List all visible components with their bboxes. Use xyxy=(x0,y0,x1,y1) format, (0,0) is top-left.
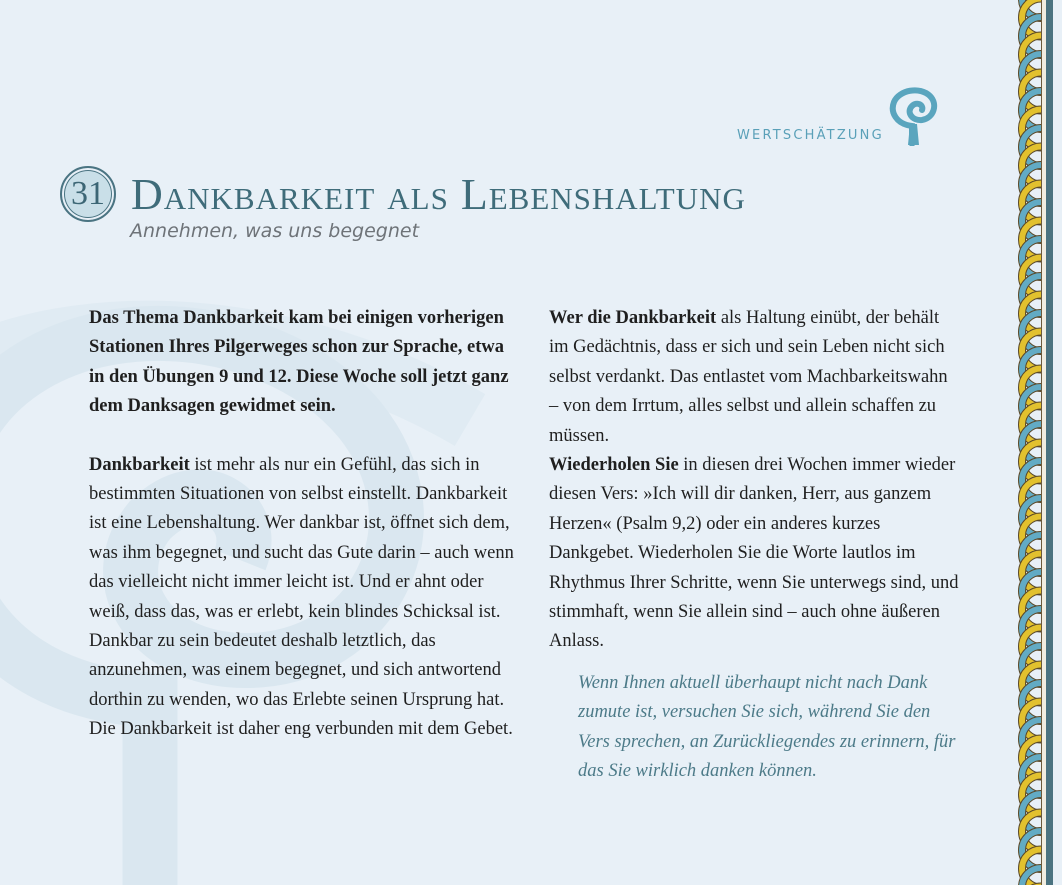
tip-quote: Wenn Ihnen aktuell überhaupt nicht nach Dank zumute ist, versuchen Sie sich, während Sie den Vers sprechen, an Zurückliegendes zu erinnern, für das Sie wirklich danken können. xyxy=(578,672,956,782)
lead-in-bold: Wer die Dankbarkeit xyxy=(549,308,717,328)
exercise-number-badge: 31 xyxy=(60,166,116,222)
body-paragraph xyxy=(549,451,959,657)
paragraph-text: als Haltung einübt, der behält im Gedächtnis, dass er sich und sein Leben nicht sich selbst verdankt. Das entlastet vom Machbarkeitswahn – von dem Irrtum, alles selbst und allein schaffen zu müssen. xyxy=(549,308,948,446)
left-column xyxy=(89,304,519,745)
paragraph-text: in diesen drei Wochen immer wieder diesen Vers: »Ich will dir danken, Herr, aus ganzem Herzen« (Psalm 9,2) oder ein anderes kurzes Dankgebet. Wiederholen Sie die Worte lautlos im Rhythmus Ihrer Schritte, wenn Sie unterwegs sind, und stimmhaft, wenn Sie allein sind – auch ohne äußeren Anlass. xyxy=(549,455,959,652)
page-subtitle: Annehmen, was uns begegnet xyxy=(130,220,420,242)
paragraph-text: ist mehr als nur ein Gefühl, das sich in bestimmten Situationen von selbst einstellt. Dankbarkeit ist eine Lebenshaltung. Wer dankbar ist, öffnet sich dem, was ihm begegnet, und sucht das Gute darin – auch wenn das vielleicht nicht immer leicht ist. Und er ahnt oder weiß, dass das, was er erlebt, kein blindes Schicksal ist. Dankbar zu sein bedeutet deshalb letztlich, das anzunehmen, was einem begegnet, und sich antwortend dorthin zu wenden, wo das Erlebte seinen Ursprung hat. Die Dankbarkeit ist daher eng verbunden mit dem Gebet. xyxy=(89,454,514,740)
intro-paragraph xyxy=(89,304,519,422)
right-column xyxy=(549,304,959,787)
intro-text: Das Thema Dankbarkeit kam bei einigen vorherigen Stationen Ihres Pilgerweges schon zur Sprache, etwa in den Übungen 9 und 12. Diese Woche soll jetzt ganz dem Danksagen gewidmet sein. xyxy=(89,308,509,417)
body-paragraph xyxy=(89,451,519,745)
spiral-tree-icon xyxy=(886,84,942,146)
page-title: Dankbarkeit als Lebenshaltung xyxy=(131,170,746,219)
lead-in-bold: Wiederholen Sie xyxy=(549,455,679,476)
section-label: WERTSCHÄTZUNG xyxy=(737,128,884,143)
body-paragraph xyxy=(549,304,959,451)
lead-in-bold: Dankbarkeit xyxy=(89,454,190,475)
decorative-chain-border xyxy=(1000,0,1062,885)
